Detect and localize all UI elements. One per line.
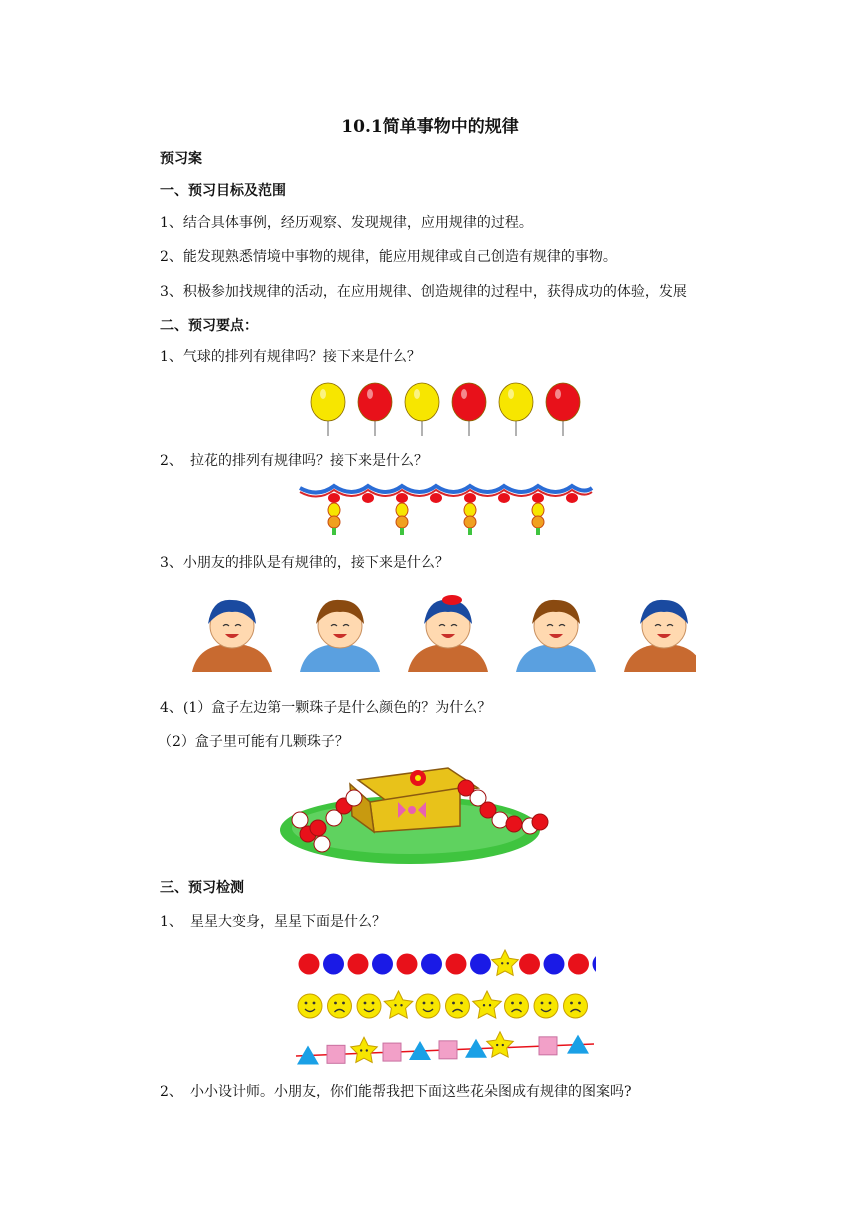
- question-2: 拉花的排列有规律吗？接下来是什么？: [190, 453, 428, 469]
- lantern-long: [328, 493, 340, 535]
- question-2-number: 2、: [160, 453, 183, 469]
- lantern-long: [532, 493, 544, 535]
- kid-boy: [300, 600, 380, 672]
- smiley-face-icon: [534, 994, 558, 1018]
- kid-girl: [624, 600, 696, 672]
- square-shape: [439, 1041, 457, 1059]
- dot-red: [348, 954, 369, 975]
- balloon-red: [452, 383, 486, 436]
- check-2: 小小设计师。小朋友，你们能帮我把下面这些花朵图成有规律的图案吗?: [190, 1084, 632, 1100]
- lantern-short: [430, 493, 442, 503]
- smiley-face-icon: [298, 994, 322, 1018]
- square-shape: [539, 1037, 557, 1055]
- star-icon: [492, 950, 519, 975]
- balloon-yellow: [405, 383, 439, 436]
- bead-red: [506, 816, 522, 832]
- check-2-number: 2、: [160, 1084, 183, 1100]
- kid-boy: [516, 600, 596, 672]
- goal-3: 3、积极参加找规律的活动，在应用规律、创造规律的过程中，获得成功的体验，发展: [160, 284, 687, 300]
- dot-blue: [544, 954, 565, 975]
- sad-face-icon: [564, 994, 588, 1018]
- balloon-red: [546, 383, 580, 436]
- star-icon: [473, 991, 502, 1018]
- bead-white: [314, 836, 330, 852]
- sad-face-icon: [328, 994, 352, 1018]
- kid-girl: [192, 600, 272, 672]
- dot-blue: [470, 954, 491, 975]
- dot-red: [446, 954, 467, 975]
- sad-face-icon: [505, 994, 529, 1018]
- goal-2: 2、能发现熟悉情境中事物的规律，能应用规律或自己创造有规律的事物。: [160, 249, 617, 265]
- star-icon: [351, 1037, 378, 1062]
- balloon-red: [358, 383, 392, 436]
- square-shape: [383, 1043, 401, 1061]
- kid-girl: [408, 595, 488, 672]
- square-shape: [327, 1045, 345, 1063]
- dot-red: [397, 954, 418, 975]
- bead-white: [492, 812, 508, 828]
- star-icon: [487, 1032, 514, 1057]
- sad-face-icon: [446, 994, 470, 1018]
- dot-blue: [372, 954, 393, 975]
- bead-red: [532, 814, 548, 830]
- bead-red: [310, 820, 326, 836]
- dot-blue: [323, 954, 344, 975]
- page-title: 10.1简单事物中的规律: [341, 117, 519, 137]
- question-3: 3、小朋友的排队是有规律的，接下来是什么？: [160, 555, 449, 571]
- bead-white: [292, 812, 308, 828]
- lantern-short: [498, 493, 510, 503]
- lantern-long: [464, 493, 476, 535]
- dot-blue: [421, 954, 442, 975]
- shapes-row-figure: [294, 1030, 598, 1068]
- faces-row-figure: [296, 988, 596, 1024]
- heading-goals: 一、预习目标及范围: [160, 183, 286, 199]
- heading-check: 三、预习检测: [160, 880, 244, 896]
- dot-blue: [593, 954, 597, 975]
- dots-row-figure: [296, 948, 596, 982]
- lantern-short: [566, 493, 578, 503]
- dot-red: [299, 954, 320, 975]
- balloon-yellow: [311, 383, 345, 436]
- lantern-short: [362, 493, 374, 503]
- balloons-figure: [300, 378, 590, 438]
- check-1-number: 1、: [160, 914, 183, 930]
- question-4-part-2: （2）盒子里可能有几颗珠子？: [158, 734, 349, 750]
- heading-key-points: 二、预习要点：: [160, 318, 258, 334]
- garland-figure: [298, 480, 594, 540]
- check-1: 星星大变身，星星下面是什么？: [190, 914, 386, 930]
- star-icon: [384, 991, 413, 1018]
- dot-red: [568, 954, 589, 975]
- section-preview-heading: 预习案: [160, 151, 202, 167]
- kids-figure: [190, 590, 696, 672]
- smiley-face-icon: [357, 994, 381, 1018]
- goal-1: 1、结合具体事例，经历观察、发现规律，应用规律的过程。: [160, 215, 533, 231]
- balloon-yellow: [499, 383, 533, 436]
- gift-box-figure: [278, 758, 550, 868]
- question-1: 1、气球的排列有规律吗？接下来是什么？: [160, 349, 421, 365]
- lantern-long: [396, 493, 408, 535]
- question-4-part-1: 4、(1）盒子左边第一颗珠子是什么颜色的？为什么？: [160, 700, 492, 716]
- smiley-face-icon: [416, 994, 440, 1018]
- dot-red: [519, 954, 540, 975]
- bead-white: [346, 790, 362, 806]
